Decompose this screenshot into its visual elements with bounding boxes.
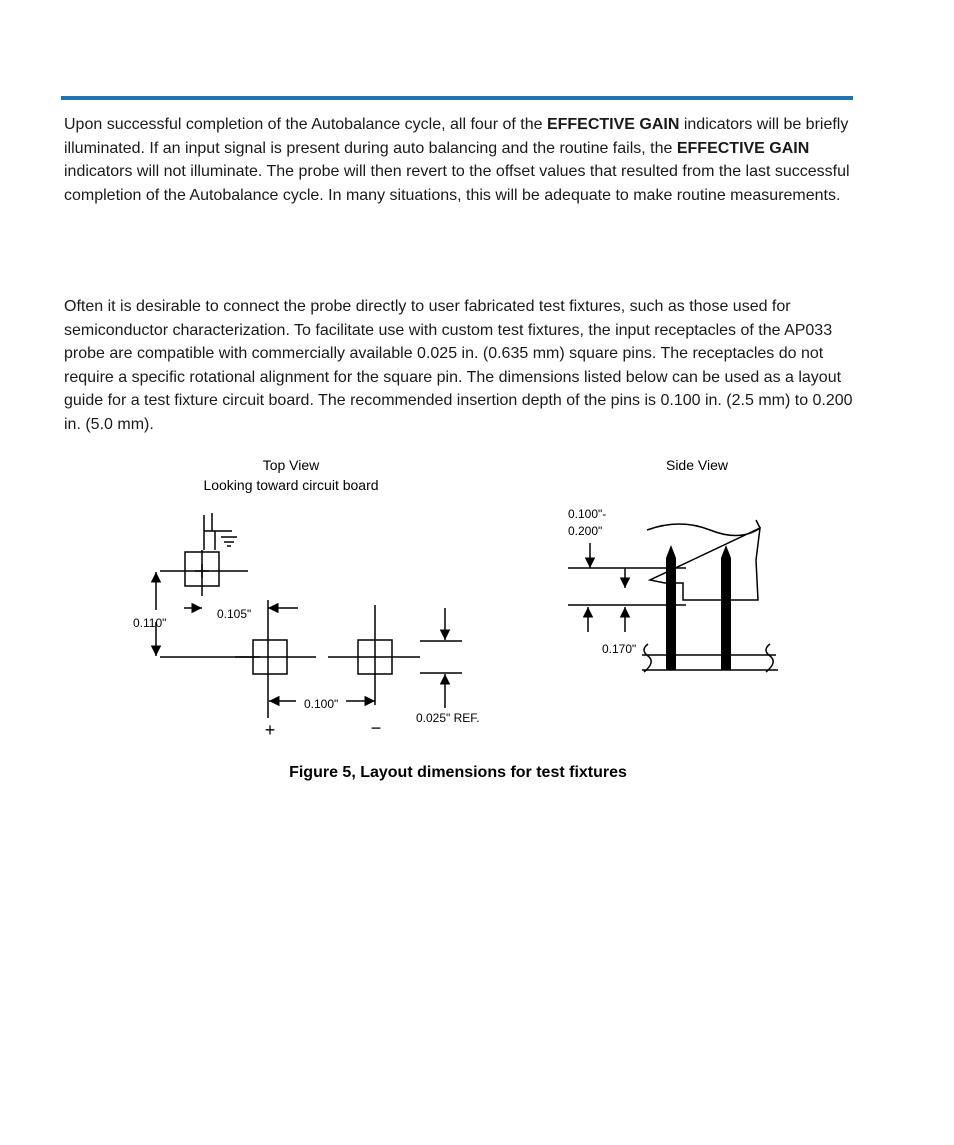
dim-0025-label: 0.025" REF. (416, 711, 480, 725)
top-view-subtitle: Looking toward circuit board (203, 477, 379, 493)
ground-icon (204, 513, 237, 550)
depth-label-1: 0.100"- (568, 507, 607, 521)
paragraph-autobalance (64, 113, 864, 207)
pin-right (721, 545, 731, 670)
pin-left (666, 545, 676, 670)
figure-caption-text: Figure 5, Layout dimensions for test fixtures (289, 764, 627, 781)
ground-pad (160, 550, 248, 596)
header-rule (61, 96, 853, 100)
minus-pad (328, 605, 420, 705)
side-view-title: Side View (665, 457, 729, 473)
effective-gain-term: EFFECTIVE GAIN (546, 116, 680, 133)
figure-layout-dimensions (120, 450, 800, 755)
paragraph-text: indicators will be briefly illuminated. If an input signal is present during auto balancing and the routine fails, the (64, 116, 849, 157)
minus-label: − (370, 718, 382, 738)
plus-label: + (264, 720, 276, 740)
effective-gain-term: EFFECTIVE GAIN (676, 139, 810, 157)
paragraph-text: indicators will not illuminate. The probe will then revert to the offset values that resulted from the last successful completion of the Autobalance cycle. In many situations, this will be adequate to make routine measurements. (64, 163, 850, 204)
top-view-title: Top View (262, 457, 320, 473)
layout-diagram (120, 450, 800, 750)
depth-label-2: 0.200" (568, 524, 603, 538)
dim-0100-label: 0.100" (304, 697, 339, 711)
dim-0110-label: 0.110" (133, 616, 167, 630)
dim-0170-label: 0.170" (602, 642, 637, 656)
dim-0105-label: 0.105" (217, 607, 252, 621)
pins (666, 545, 731, 670)
figure-caption (0, 764, 954, 782)
paragraph-text: Upon successful completion of the Autobalance cycle, all four of the (64, 116, 547, 133)
paragraph-test-fixtures: Often it is desirable to connect the probe directly to user fabricated test fixtures, such as those used for semiconductor characterization. To facilitate use with custom test fixtures, the input receptacles of the AP033 probe are compatible with commercially available 0.025 in. (0.635 mm) square pins. The receptacles do not require a specific rotational alignment for the square pin. The dimensions listed below can be used as a layout guide for a test fixture circuit board. The recommended insertion depth of the pins is 0.100 in. (2.5 mm) to 0.200 in. (5.0 mm). (64, 298, 853, 433)
